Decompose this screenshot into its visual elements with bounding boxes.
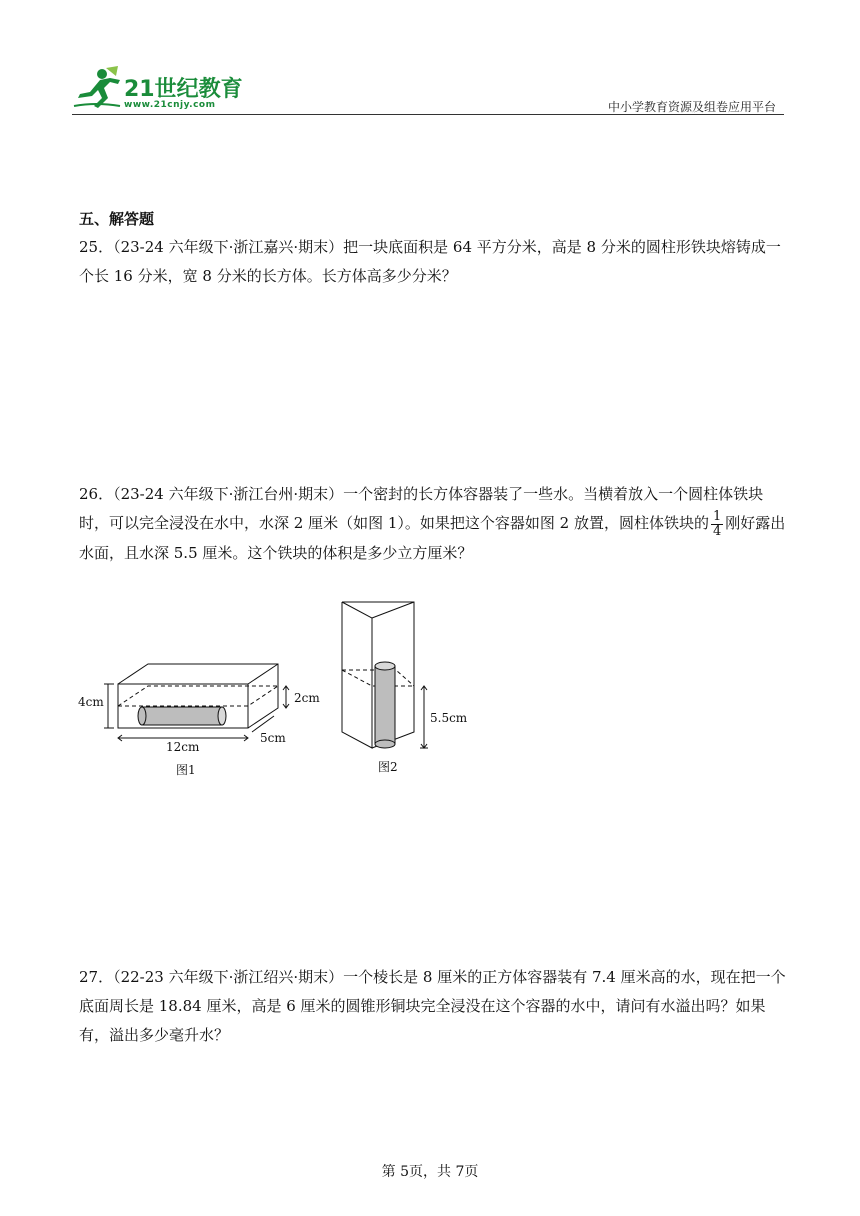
figure-1 [78,664,320,777]
height-label: 4cm [78,695,104,709]
upright-cylinder-body [375,666,395,744]
logo [72,64,272,114]
question-26-text-before: 26．（23-24 六年级下·浙江台州·期末）一个密封的长方体容器装了一些水。当横着放入一个圆柱体铁块时，可以完全浸没在水中，水深 2 厘米（如图 1）。如果把这个容器如图 2 放置，圆柱体铁块的 [79,485,764,532]
container-diagram [76,596,496,786]
fraction-one-quarter [711,510,723,539]
header-divider [72,114,784,115]
length-label: 12cm [166,740,200,754]
page-footer: 第 5页，共 7页 [381,1164,479,1180]
cylinder-end-left [138,707,146,725]
logo-url: www.21cnjy.com [124,100,216,110]
page-header [72,64,784,116]
platform-name: 中小学教育资源及组卷应用平台 [607,100,776,114]
section-title: 五、解答题 [79,210,155,228]
upright-box-left-face [342,602,372,748]
upright-cylinder-bottom [375,740,395,748]
figure-1-caption: 图1 [176,763,196,777]
water-line-back [118,686,278,706]
upright-water-depth-label: 5.5cm [430,711,468,725]
box-top-edge [248,664,278,684]
upright-cylinder-top [375,662,395,670]
cylinder-end-right [218,707,226,725]
question-26-text-after: 刚好露出水面，且水深 5.5 厘米。这个铁块的体积是多少立方厘米？ [79,514,786,562]
water-depth-label: 2cm [294,691,320,705]
cylinder-body [142,707,222,725]
figure-2 [342,602,468,774]
question-26 [79,480,789,568]
figure-2-caption: 图2 [378,760,398,774]
logo-text: 21世纪教育 [124,77,243,102]
width-label: 5cm [260,731,286,745]
question-26-figure [76,596,496,790]
upright-box-top-edge [372,602,414,618]
question-25: 25．（23-24 六年级下·浙江嘉兴·期末）把一块底面积是 64 平方分米，高是 8 分米的圆柱形铁块熔铸成一个长 16 分米，宽 8 分米的长方体。长方体高多少分米？ [79,238,781,285]
fraction-numerator: 1 [712,508,722,524]
runner-logo-icon [72,66,122,112]
water-line-front [118,686,278,706]
question-27: 27．（22-23 六年级下·浙江绍兴·期末）一个棱长是 8 厘米的正方体容器装有 7.4 厘米高的水，现在把一个底面周长是 18.84 厘米，高是 6 厘米的圆锥形铜块完全浸没在这个容器的水中，请问有水溢出吗？如果有，溢出多少毫升水？ [79,968,786,1044]
fraction-denominator: 4 [712,523,722,539]
